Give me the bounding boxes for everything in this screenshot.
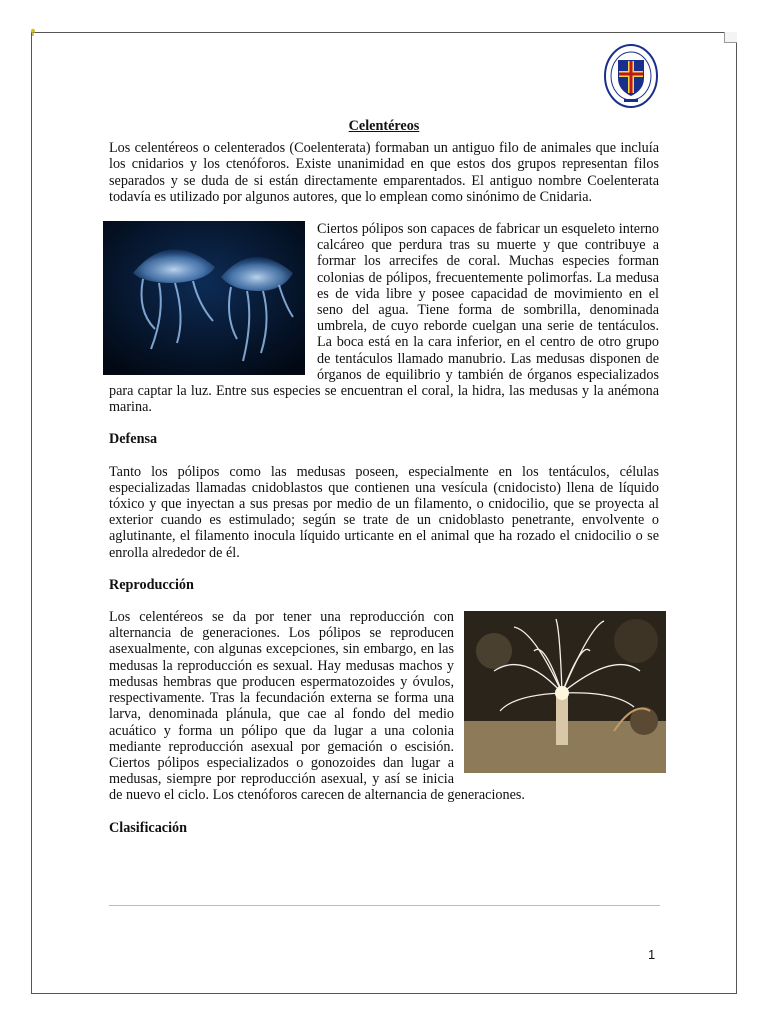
reproduccion-heading: Reproducción <box>109 576 194 593</box>
page-fold-corner <box>724 32 737 43</box>
defensa-heading: Defensa <box>109 431 158 448</box>
defensa-paragraph: Tanto los pólipos como las medusas poseen, especialmente en los tentáculos, células especializadas llamadas cnidoblastos que contienen una vesícula (cnidocisto) llena de líquido tóxico y que inyectan a sus presas por medio de un filamento, o cnidocilio, que se proyecta al exterior cuando es estimulado; según se trate de un cnidoblasto penetrante, envolvente o aglutinante, el filamento inocula líquido urticante en el animal que ha rozado el cnidocilio o se enrolla alrededor de él. <box>109 463 659 561</box>
clasificacion-heading: Clasificación <box>109 819 188 836</box>
corner-marker-icon <box>30 28 36 36</box>
document-body <box>109 118 659 852</box>
page-number: 1 <box>648 947 656 962</box>
document-title: Celentéreos <box>348 118 420 134</box>
sea-anemone-photo <box>464 611 666 773</box>
footer-divider <box>109 905 660 906</box>
reproduccion-paragraph: Los celentéreos se da por tener una reproducción con alternancia de generaciones. Los pólipos se reproducen asexualmente, con algunas excepciones, sin embargo, en las medusas la reproducción es sexual. Hay medusas machos y medusas hembras que producen espermatozoides y óvulos, respectivamente. Tras la fecundación externa se forma una larva, denominada plánula, que cae al fondo del medio acuático y forma un pólipo que da lugar a una colonia mediante reproducción asexual por gemación o escisión. Ciertos pólipos especializados o gonozoides dan lugar a medusas, siempre por reproducción asexual, y así se inicia de nuevo el ciclo. Los ctenóforos carecen de alternancia de generaciones. <box>109 609 659 803</box>
polipos-paragraph: Ciertos pólipos son capaces de fabricar un esqueleto interno calcáreo que perdura tras su muerte y que contribuye a formar los arrecifes de coral. Muchas especies forman colonias de pólipos, frecuentemente polimorfas. La medusa es de vida libre y posee capacidad de movimiento en el seno del agua. Tiene forma de sombrilla, denominada umbrela, de cuyo reborde cuelgan una serie de tentáculos. La boca está en la cara inferior, en el centro de otro grupo de tentáculos llamado manubrio. Las medusas disponen de órganos de equilibrio y también de órganos especializados para captar la luz. Entre sus especies se encuentran el coral, la hidra, las medusas y la anémona marina. <box>109 221 659 415</box>
school-seal-logo <box>604 44 658 108</box>
jellyfish-photo <box>103 221 305 375</box>
intro-paragraph: Los celentéreos o celenterados (Coelenterata) formaban un antiguo filo de animales que incluía los cnidarios y los ctenóforos. Existe unanimidad en que estos dos grupos representan filos separados y se duda de si están directamente emparentados. El antiguo nombre Coelenterata todavía es utilizado por algunos autores, que lo emplean como sinónimo de Cnidaria. <box>109 140 659 205</box>
